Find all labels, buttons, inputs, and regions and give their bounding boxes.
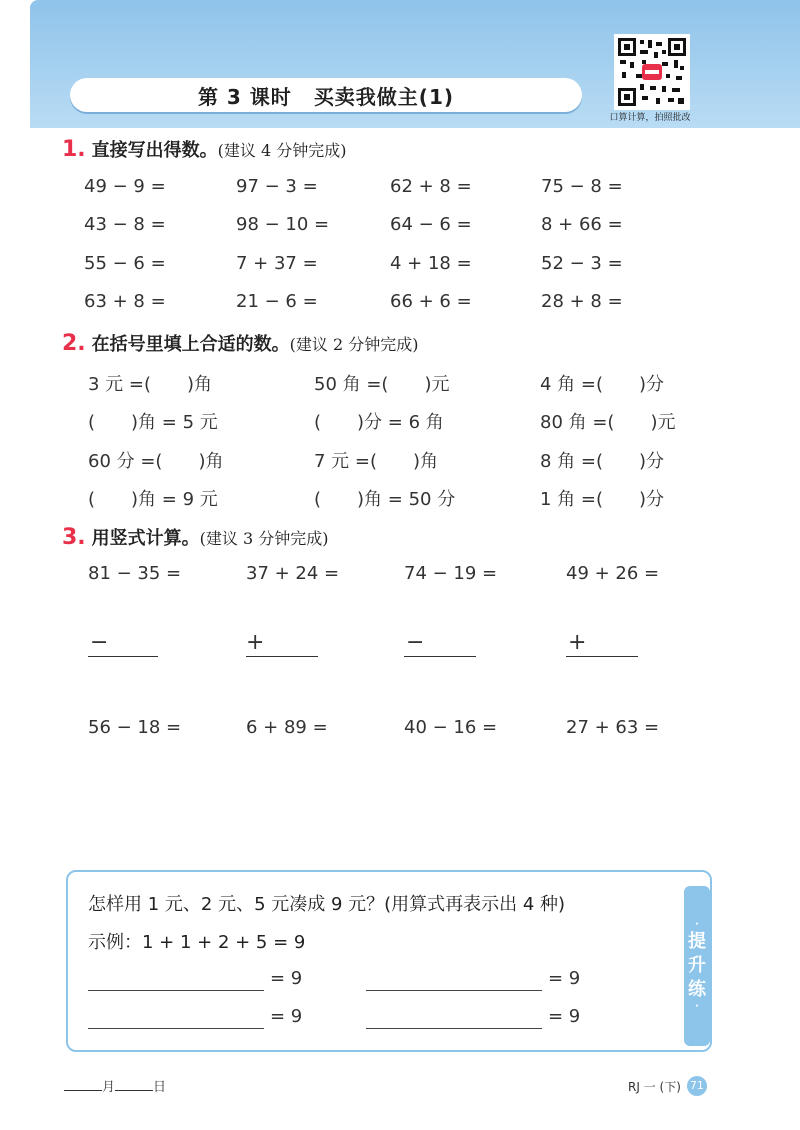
section2-number: 2. [62,331,86,356]
answer-line[interactable] [246,656,318,657]
fill-blank-item[interactable]: ( )角 = 5 元 [88,412,218,433]
answer-suffix: = 9 [270,1006,303,1027]
extension-question: 怎样用 1 元、2 元、5 元凑成 9 元？(用算式再表示出 4 种) [88,894,566,915]
answer-blank[interactable] [88,990,264,991]
fill-blank-item[interactable]: 3 元 =( )角 [88,374,213,395]
arithmetic-item: 63 + 8 = [84,291,166,312]
tab-char: 提 [688,931,706,952]
fill-blank-item[interactable]: ( )角 = 50 分 [314,489,456,510]
page-footer [628,1076,707,1096]
answer-suffix: = 9 [270,968,303,989]
minus-sign: − [406,630,425,655]
lesson-title: 买卖我做主(1) [313,84,455,109]
arithmetic-item: 52 − 3 = [541,253,623,274]
fill-blank-item[interactable]: 1 角 =( )分 [540,489,665,510]
lesson-title-bar [70,78,582,112]
answer-suffix: = 9 [548,1006,581,1027]
vertical-calc-problem: 37 + 24 = [246,563,340,584]
arithmetic-item: 43 − 8 = [84,214,166,235]
date-field[interactable] [64,1076,166,1095]
plus-sign: + [568,630,587,655]
arithmetic-item: 66 + 6 = [390,291,472,312]
arithmetic-item: 62 + 8 = [390,176,472,197]
vertical-calc-problem: 27 + 63 = [566,717,660,738]
section1-title: 直接写出得数。 [91,140,218,161]
answer-blank[interactable] [366,1028,542,1029]
arithmetic-item: 7 + 37 = [236,253,318,274]
arithmetic-item: 49 − 9 = [84,176,166,197]
minus-sign: − [90,630,109,655]
fill-blank-item[interactable]: ( )分 = 6 角 [314,412,444,433]
arithmetic-item: 55 − 6 = [84,253,166,274]
tab-char: 练 [688,979,706,1000]
answer-line[interactable] [566,656,638,657]
vertical-calc-problem: 6 + 89 = [246,717,328,738]
month-label: 月 [102,1080,116,1095]
fill-blank-item[interactable]: 80 角 =( )元 [540,412,676,433]
arithmetic-item: 75 − 8 = [541,176,623,197]
section1-heading [62,136,347,162]
qr-code-icon[interactable] [614,34,690,110]
section3-heading [62,524,329,550]
section1-number: 1. [62,137,86,162]
arithmetic-item: 28 + 8 = [541,291,623,312]
vertical-calc-problem: 81 − 35 = [88,563,182,584]
lesson-number: 第 3 课时 [197,84,292,109]
arithmetic-item: 64 − 6 = [390,214,472,235]
section2-heading [62,330,419,356]
answer-line[interactable] [88,656,158,657]
arithmetic-item: 97 − 3 = [236,176,318,197]
extension-example: 示例：1 + 1 + 2 + 5 = 9 [88,932,306,953]
qr-caption: 口算计算，拍照批改 [609,113,691,123]
arithmetic-item: 21 − 6 = [236,291,318,312]
arithmetic-item: 98 − 10 = [236,214,330,235]
vertical-calc-problem: 56 − 18 = [88,717,182,738]
section2-title: 在括号里填上合适的数。 [91,334,290,355]
arithmetic-item: 8 + 66 = [541,214,623,235]
answer-blank[interactable] [88,1028,264,1029]
section3-title: 用竖式计算。 [91,528,200,549]
fill-blank-item[interactable]: ( )角 = 9 元 [88,489,218,510]
fill-blank-item[interactable]: 8 角 =( )分 [540,451,665,472]
tab-char: 升 [688,955,706,976]
section1-hint: (建议 4 分钟完成) [217,141,347,160]
page-number: 71 [687,1076,707,1096]
vertical-calc-problem: 49 + 26 = [566,563,660,584]
section3-hint: (建议 3 分钟完成) [199,529,329,548]
arithmetic-item: 4 + 18 = [390,253,472,274]
answer-line[interactable] [404,656,476,657]
vertical-calc-problem: 40 − 16 = [404,717,498,738]
fill-blank-item[interactable]: 60 分 =( )角 [88,451,224,472]
section2-hint: (建议 2 分钟完成) [289,335,419,354]
edition-label: RJ 一 (下) [628,1079,681,1094]
vertical-calc-problem: 74 − 19 = [404,563,498,584]
fill-blank-item[interactable]: 7 元 =( )角 [314,451,439,472]
fill-blank-item[interactable]: 50 角 =( )元 [314,374,450,395]
day-label: 日 [153,1080,167,1095]
extension-side-tab: · 提 升 练 · [684,886,710,1046]
plus-sign: + [246,630,265,655]
answer-blank[interactable] [366,990,542,991]
fill-blank-item[interactable]: 4 角 =( )分 [540,374,665,395]
section3-number: 3. [62,525,86,550]
answer-suffix: = 9 [548,968,581,989]
